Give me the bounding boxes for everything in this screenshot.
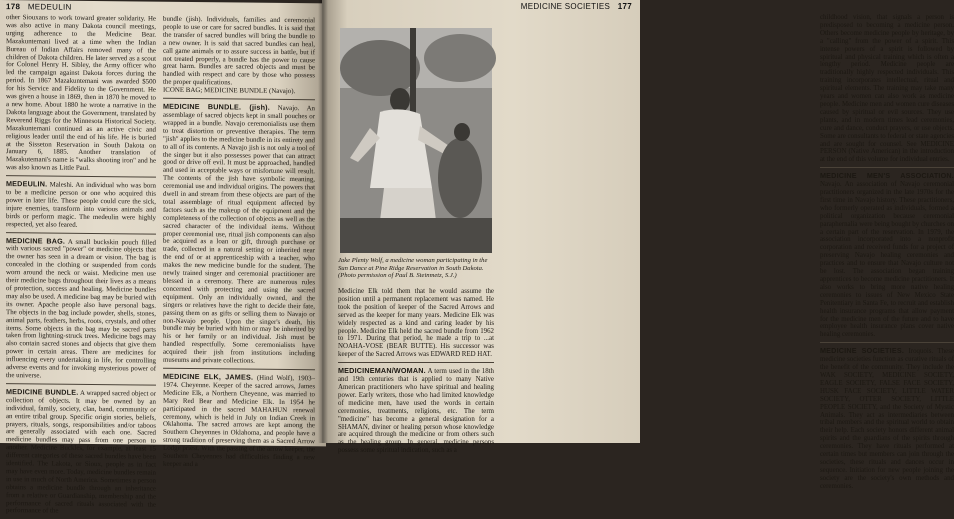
entry-text: childhood vision, that signals a person is predisposed to becoming a medicine person. Others become medicine people by heritage, by a "calling" from the power of a spirit. This intense powers of a spirit is followed by spiritual and physical training which is often a lengthy period. Medicine people are traditionally highly respected individuals. This training incorporates intellectual, ritual and spiritual elements. The training may take many years and women can also work as medicine people. Medicine men and women cure diseases caused by spiritual or evil sources. They use plants, and in modern times lead ceremonies, cure and dance, conduct prayers, or use objects. Some are consultants to federal or state agencies and are sought for counsel. See MEDICINE PERSON (Native American) in the introduction at the end of this volume for individual entries.	[820, 14, 954, 164]
left-page	[0, 0, 326, 516]
right-column-2	[820, 14, 954, 491]
entry-text: Iroquois. These medicine societies function as curative rituals of the benefit of the community. They include the WAK SOCIETY, MEDICINE SOCIETY, EAGLE SOCIETY, FALSE FACE SOCIETY, HUSK FACE SOCIETY, LITTLE WATER SOCIETY, OTTER SOCIETY, LITTLE PEOPLE SOCIETY, and the Society of Mystic Animals. They act as intermediaries between tribal members and the spiritual world to obtain their help. Each society honors different animal spirits and the guardians of the spirits through ceremonies. They have rituals performed at certain times but members can join through the societies, these rituals and dances occur in sequence. Initiation for new people joining the society are the society's own methods and ceremonies.	[820, 348, 954, 490]
dictionary-entry	[820, 347, 954, 490]
entry-headword: MEDICINE BUNDLE. (jish).	[163, 101, 270, 112]
dictionary-entry	[163, 373, 315, 470]
entry-text: Navajo. An assemblage of sacred objects kept in small pouches or wrapped in a bundle. Navajo ceremonialists use them to treat distortion or preventive therapies. The term "jish" applies to the medicine bundle in its entirety and to all of its contents. A Navajo jish is not only a tool of the singer but it also possesses power that can attract good or drive off evil. It must be approached, handled and used in acceptable ways or misfortune will result. The contents of the jish have symbolic meaning, ceremonial use and individual origins. The powers that dwell in and stream from these objects are part of the total assemblage of ritual equipment affected by factors such as the makeup of the equipment and the completeness of the collection of objects as well as the sacred character of the individual items. Without proper ceremonial use, ritual jish components can also be acquired as a loan or gift, through purchase or trade, collected in a natural setting or inherited near the end of or at apprenticeship with a teacher, who makes the new medicine bundle for the student. The newly trained singer and ceremonial practitioner are blessed in a ceremony. There are numerous rules concerned with protecting and using the sacred equipment. Only an individually owned, and the singers or relatives have the right to decide their fate, passing them on as gifts or selling them to Navajo or non-Navajo people. Upon the singer's death, his bundle may be buried with him or may be inherited by his or her family or an individual. Jish must be handled respectfully. Some ceremonialists have acquired their jish from institutions including museums and private collections.	[163, 104, 315, 365]
body-paragraph	[820, 14, 954, 164]
entry-headword: MEDICINE SOCIETIES.	[820, 346, 905, 356]
dictionary-entry	[6, 388, 156, 517]
entry-headword: MEDICINEMAN/WOMAN.	[338, 366, 426, 376]
entry-text: Navajo. An association of Navajo ceremonial practitioners organized in the late 1970s for the first time in Navajo history. These practitioners, who formerly operated as individuals, formed a political organization because ceremonial paraphernalia were being bought by churches on a certain part of the reservation. In 1979, the association incorporated into a nonprofit corporation and received funds for a project of preserving Navajo healing ceremonies and practices and to ensure that Navajo culture not be lost. The association began training apprentices to become medicine practitioners. It also works to bring more native healing ceremonies to issues of New Mexico State Penitentiary in Santa Fe, to recruit and establish health insurance programs that allow payment for the medicine men of the future and to have employee health insurance plans cover native healing ceremonies.	[820, 181, 954, 339]
body-paragraph	[163, 16, 315, 89]
entry-divider	[820, 342, 954, 343]
dictionary-entry	[163, 103, 315, 366]
book-gutter	[318, 0, 328, 443]
entry-text: (Hind Wolf), 1903–1974. Cheyenne. Keeper of the sacred arrows, James Medicine Elk, a Northern Cheyenne, was married to Mary Red Bear and Medicine Elk. In 1954 he participated in the sacred MAHAHUN renewal ceremony, which is held in July on Indian Creek in Oklahoma. The sacred arrows are kept among the Southern Cheyennes in Oklahoma, and people have a strong tradition of preserving them as a Sacred Arrow Lodge priest. With the passing of the arrow keeper, the Southern Cheyennes had difficulties finding a new keeper and a	[163, 374, 315, 469]
photo-figure-illustration	[340, 28, 492, 253]
dictionary-entry	[6, 237, 156, 382]
left-running-head	[6, 2, 72, 12]
entry-text: A wrapped sacred object or collection of objects. It may be owned by an individual, family, society, clan, band, community or an entire tribal group. Specific origin stories, beliefs, prayers, rituals, songs, responsibilities and/or taboos are generally associated with each one. Sacred medicine bundles may pass from one person to another. Medicine Buckles, for example, at least 15 different categories of these sacred bundles have been identified. The Lakota, or Sioux, people as in fact may have even more. Today, medicine bundles remain in use in much of North America. Sometimes a person obtains a medicine bundle through an inheritance from a relative or Guardianship, membership and the performance of sacred rituals associated with the performance of the	[6, 389, 156, 516]
left-column-2	[163, 16, 315, 470]
right-running-head	[521, 2, 632, 11]
entry-headword: MEDICINE MEN'S ASSOCIATION.	[820, 171, 954, 181]
right-column-1	[338, 288, 494, 455]
body-paragraph	[6, 14, 156, 174]
entry-text: Maleshi. An individual who was born to be a medicine person or one who acquired this power in later life. These people could cure the sick, injure enemies, transform into various animals and birds or perform magic. The medeulin were highly respected, yet also feared.	[6, 181, 156, 229]
entry-text: other Siouxans to work toward greater solidarity. He was also active in many Dakota council meetings, urging adherence to the Medicine Bear. Mazakuntemani lived at a time when the Indian Bureau of Indian Affairs removed many of the children of Dakota children. He later served as a scout for Colonel Henry H. Sibley, the Army officer who led the campaign against Dakota forces during the period. In 1867 Mazakuntemani was awarded $500 for his Service and Fidelity to the Government. He was given a house in 1869, then in 1870 he moved to a new home. About 1880 he wrote a narrative in the Dakota language about the Government, translated by Reverend Riggs for the Minnesota Historical Society. Mazakuntemani continued as an active civic and religious leader until the end of his life. He is buried at the Sisseton Reservation in South Dakota on January 6, 1885. Another translation of Mazakutemani's name is "walks shooting iron" and he was also known as Little Paul.	[6, 14, 156, 173]
photo-caption: Jake Plenty Wolf, a medicine woman participating in the Sun Dance at Pine Ridge Reservation in South Dakota. (Photo permission of Paul B. Steinmetz, S.J.)	[338, 257, 488, 280]
entry-text: bundle (jish). Individuals, families and ceremonial people to use or care for sacred bundles. It is said that the transfer of sacred bundles will bring the bundle to a new owner. It is said that sacred bundles can heal, call game animals or to assure success in battle, but if not treated properly, a bundle has the power to cause great harm. Bundles are sacred objects and must be handled with respect and care by those who possess the proper qualifications.	[163, 15, 315, 87]
entry-divider	[6, 232, 156, 235]
entry-text: Medicine Elk told them that he would assume the position until a permanent replacement was named. He took the position of keeper of the Sacred Arrows and served as the keeper for many years. Medicine Elk was widely respected as a kind and caring leader by his people. Medicine Elk held the sacred bundle from 1962 to 1971. During that period, he made a trip to ...at NOAHA-VOSE (BEAR BUTTE). His successor was keeper of the Sacred Arrows was EDWARD RED HAT.	[338, 288, 494, 359]
entry-divider	[6, 175, 156, 178]
entry-headword: MEDICINE BUNDLE.	[6, 386, 79, 397]
right-header-title: MEDICINE SOCIETIES	[520, 2, 611, 11]
entry-text: A small buckskin pouch filled with various sacred "power" or medicine objects that the owner has seen in a dream or vision. The bag is concealed in the clothing or suspended from cords worn around the neck or waist. Medicine men use their medicine bags throughout their lives as a means of protection, success and healing. Medicine bundles may also be used. A medicine bag may be buried with its owner. Apache people also have personal bags. The objects in the bag include powder, shells, stones, animal parts, feathers, herbs, roots, crystals, and other items. Some objects in the bag may be sacred parts taken from lightning-struck trees. Medicine bags may also contain sacred stones and objects that give them power in certain areas. There are medicines for influencing every undertaking in life, for controlling adverse events and for invoking mysterious power of the universe.	[6, 238, 156, 380]
photograph-medicine-woman	[340, 28, 492, 253]
dictionary-entry	[338, 367, 494, 455]
left-column-1	[6, 14, 156, 517]
dictionary-entry	[820, 172, 954, 339]
entry-divider	[163, 368, 315, 371]
right-page-number: 177	[617, 2, 632, 11]
dictionary-entry	[6, 180, 156, 230]
entry-text: A term used in the 18th and 19th centuries that is applied to many Native American practitioners who have spiritual and healing power. Early writers, those who had limited knowledge of medicine men, have used the words in certain ceremonies, treatments, religions, etc. The term "medicine" has become a general designation for a SHAMAN, diviner or healing person whose knowledge are acquired through the medicine or from others such as the healing group. In general, medicine persons possess some spiritual indication, such as a	[338, 368, 495, 455]
left-header-title: MEDEULIN	[27, 2, 72, 12]
entry-divider	[163, 98, 315, 101]
body-paragraph	[163, 87, 315, 96]
entry-headword: MEDEULIN.	[6, 179, 48, 189]
entry-divider	[6, 383, 156, 386]
entry-divider	[338, 362, 494, 363]
left-page-number: 178	[6, 2, 21, 12]
body-paragraph	[338, 288, 494, 359]
entry-divider	[820, 167, 954, 168]
entry-text: ICONE BAG; MEDICINE BUNDLE (Navajo).	[163, 86, 296, 96]
entry-headword: MEDICINE BAG.	[6, 235, 66, 246]
entry-headword: MEDICINE ELK, JAMES.	[163, 371, 254, 382]
